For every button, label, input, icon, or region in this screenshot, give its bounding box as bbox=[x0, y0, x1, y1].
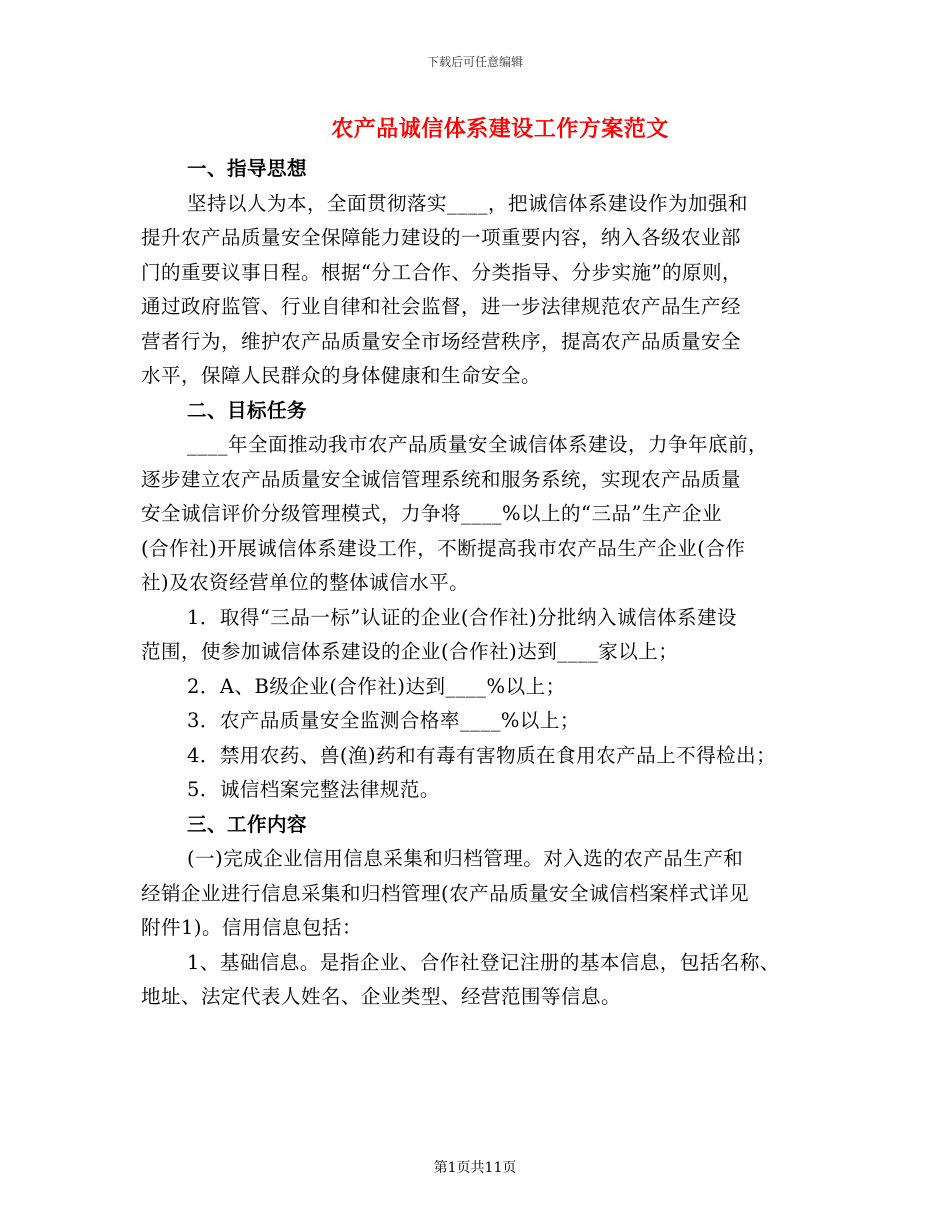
document-title: 农产品诚信体系建设工作方案范文 bbox=[331, 116, 669, 142]
text-line: 通过政府监管、行业自律和社会监督，进一步法律规范农产品生产经 bbox=[141, 295, 742, 318]
text-line: 地址、法定代表人姓名、企业类型、经营范围等信息。 bbox=[141, 985, 622, 1008]
text-line: 逐步建立农产品质量安全诚信管理系统和服务系统，实现农产品质量 bbox=[141, 467, 742, 491]
text-line: 1．取得“三品一标”认证的企业(合作社)分批纳入诚信体系建设 bbox=[187, 605, 738, 629]
text-line: 经销企业进行信息采集和归档管理(农产品质量安全诚信档案样式详见 bbox=[141, 881, 750, 905]
text-line: ____年全面推动我市农产品质量安全诚信体系建设，力争年底前， bbox=[187, 433, 769, 456]
text-line: 4．禁用农药、兽(渔)药和有毒有害物质在食用农产品上不得检出； bbox=[187, 743, 777, 767]
list-item bbox=[141, 670, 813, 705]
paragraph bbox=[141, 946, 813, 1015]
paragraph bbox=[141, 187, 813, 394]
list-item bbox=[141, 704, 813, 739]
text-line: 范围，使参加诚信体系建设的企业(合作社)达到____家以上； bbox=[141, 640, 679, 663]
text-line: (一)完成企业信用信息采集和归档管理。对入选的农产品生产和 bbox=[187, 847, 744, 870]
text-line: 水平，保障人民群众的身体健康和生命安全。 bbox=[141, 364, 542, 387]
paragraph bbox=[141, 428, 813, 601]
page-number: 第1页共11页 bbox=[433, 1160, 517, 1176]
paragraph bbox=[141, 842, 813, 946]
text-line: 1、基础信息。是指企业、合作社登记注册的基本信息，包括名称、 bbox=[187, 950, 780, 974]
text-line: 5．诚信档案完整法律规范。 bbox=[187, 778, 440, 801]
text-line: 附件1)。信用信息包括： bbox=[141, 916, 363, 939]
list-item bbox=[141, 601, 813, 670]
text-line: 2．A、B级企业(合作社)达到____%以上； bbox=[187, 674, 566, 698]
text-line: 门的重要议事日程。根据“分工合作、分类指导、分步实施”的原则， bbox=[141, 260, 742, 284]
section-heading: 三、工作内容 bbox=[187, 812, 308, 836]
section-heading: 一、指导思想 bbox=[187, 157, 308, 180]
list-item bbox=[141, 773, 813, 808]
list-item bbox=[141, 739, 813, 774]
text-line: 社)及农资经营单位的整体诚信水平。 bbox=[141, 571, 470, 594]
text-line: 提升农产品质量安全保障能力建设的一项重要内容，纳入各级农业部 bbox=[141, 226, 742, 249]
text-line: (合作社)开展诚信体系建设工作，不断提高我市农产品生产企业(合作 bbox=[141, 536, 746, 560]
text-line: 3．农产品质量安全监测合格率____%以上； bbox=[187, 709, 580, 732]
section-heading: 二、目标任务 bbox=[187, 398, 308, 422]
header-note: 下载后可任意编辑 bbox=[426, 55, 523, 69]
text-line: 坚持以人为本，全面贯彻落实____，把诚信体系建设作为加强和 bbox=[187, 191, 749, 215]
text-line: 营者行为，维护农产品质量安全市场经营秩序，提高农产品质量安全 bbox=[141, 329, 742, 353]
document-body bbox=[141, 152, 813, 1015]
text-line: 安全诚信评价分级管理模式，力争将____%以上的“三品”生产企业 bbox=[141, 502, 722, 525]
